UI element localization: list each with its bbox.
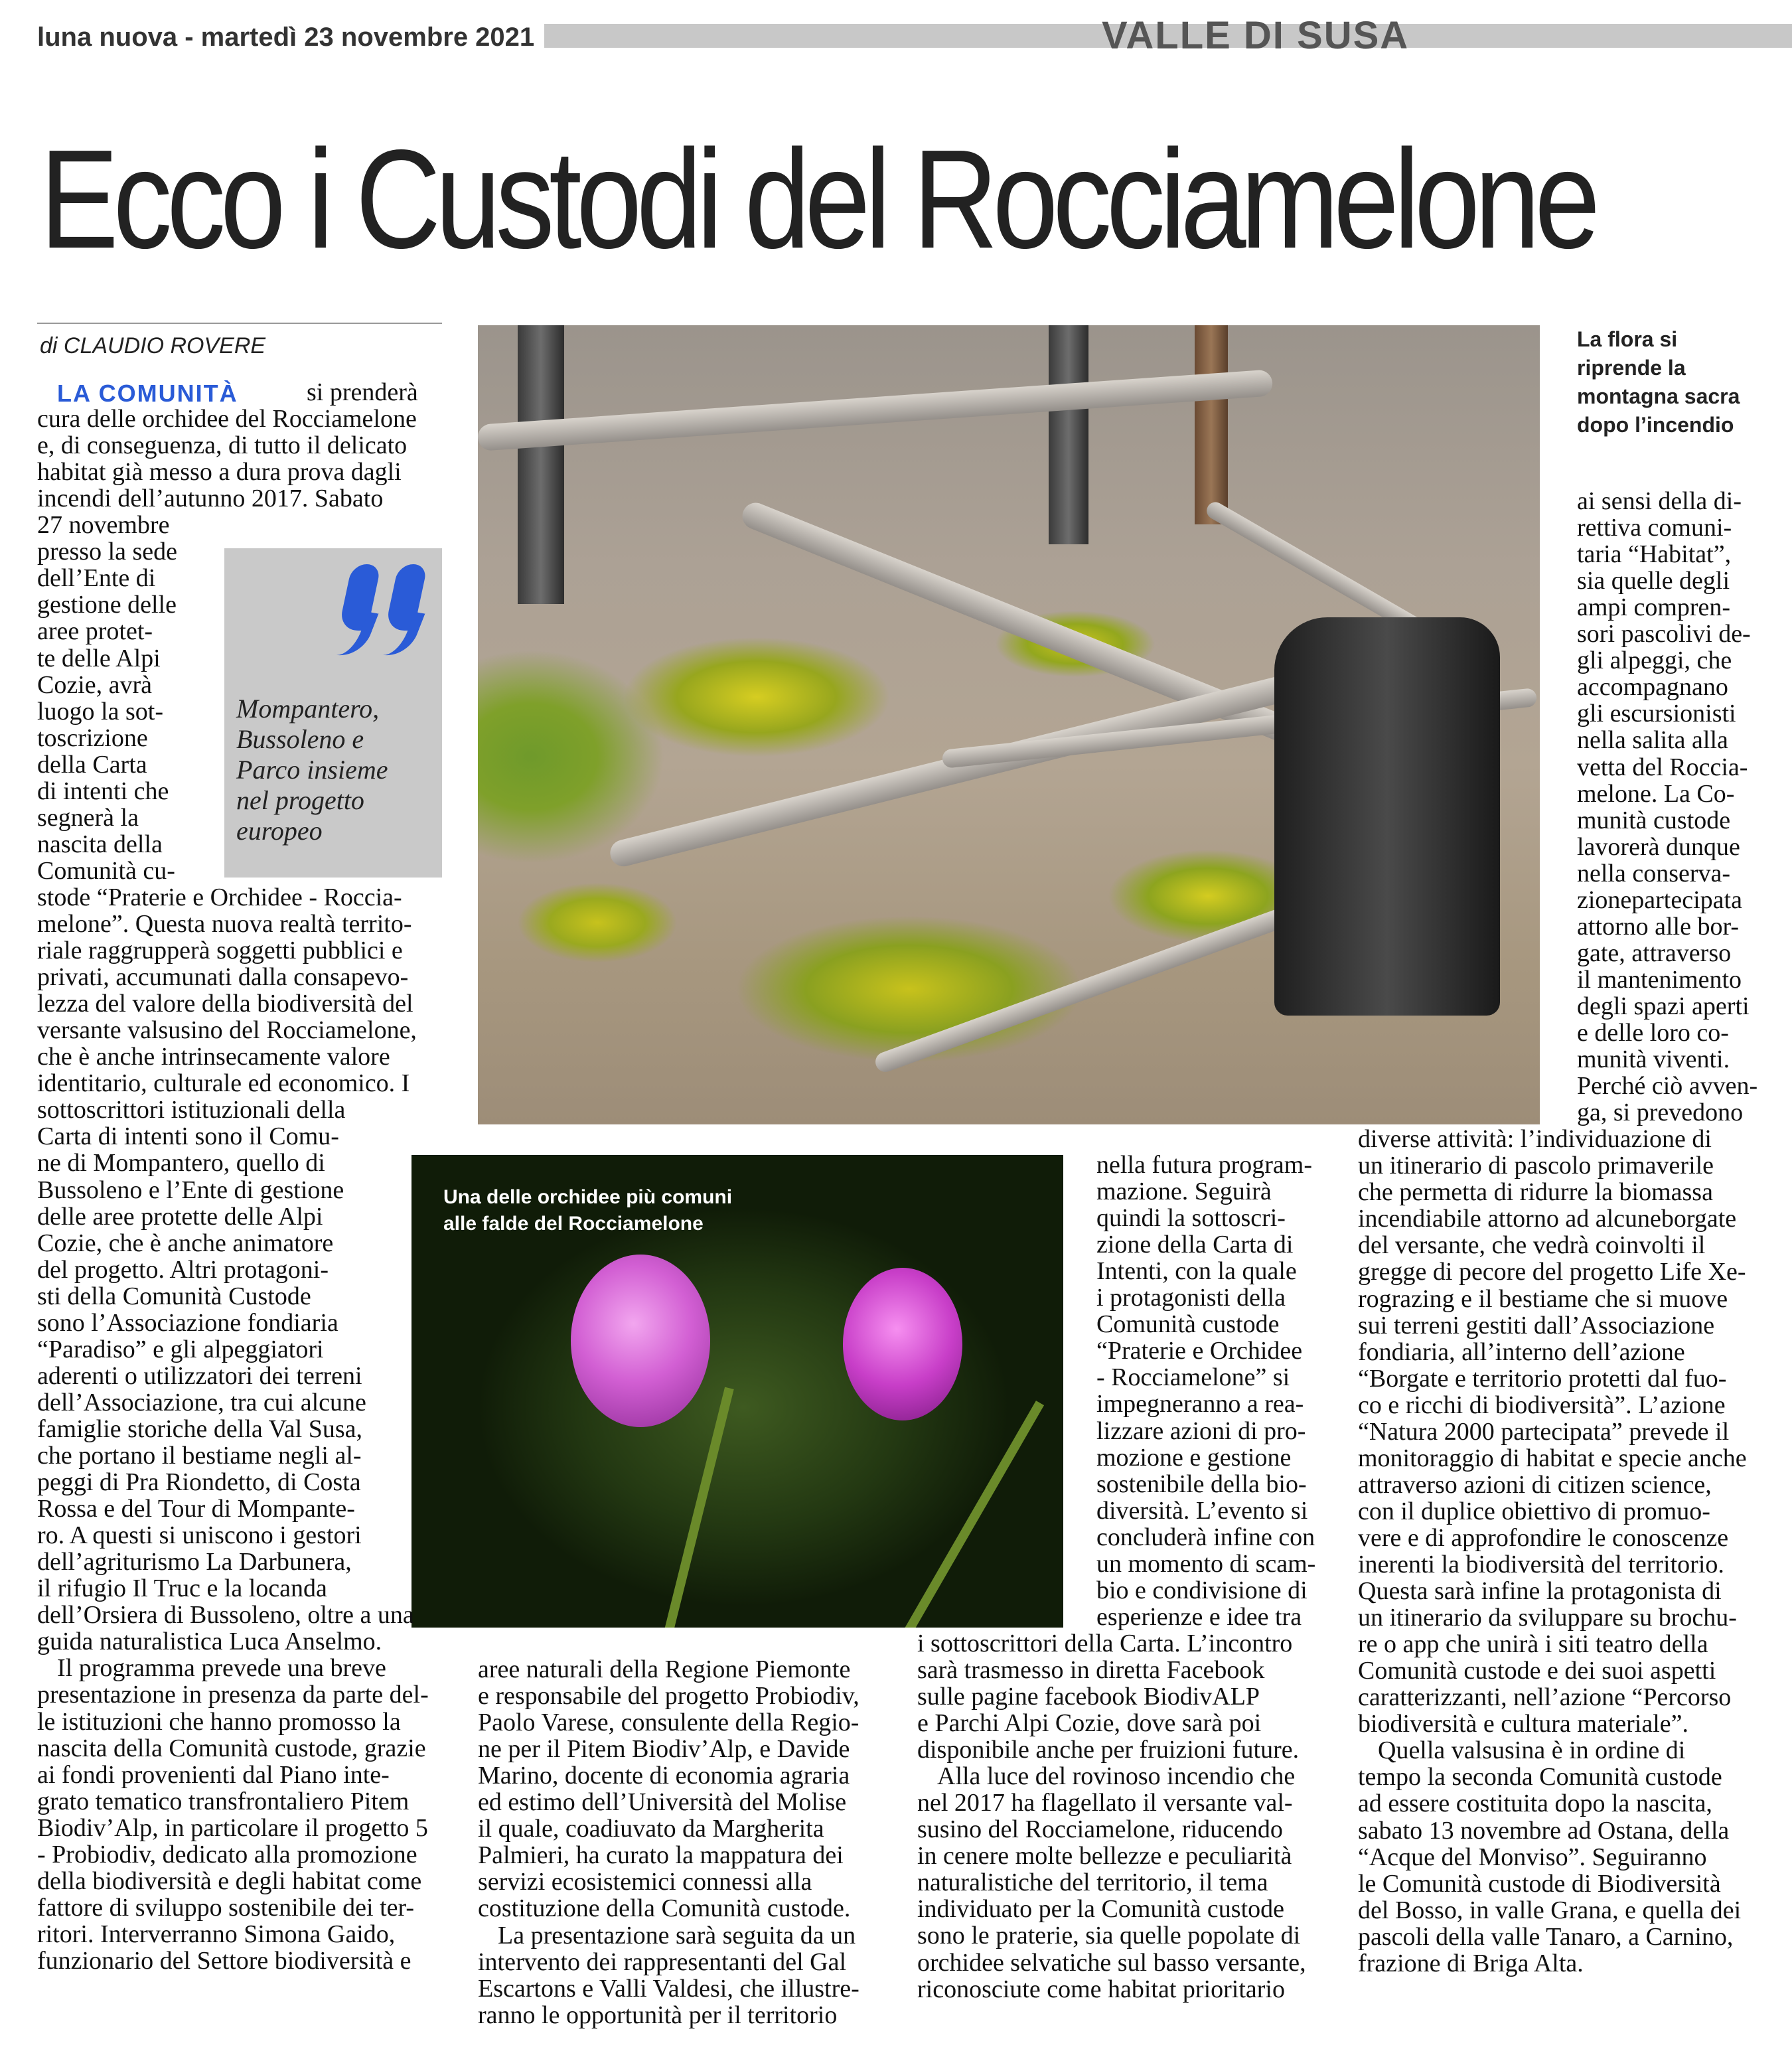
body-line: nascita della Comunità custode, grazie [37,1734,426,1762]
photo1-caption-line: La flora si [1577,327,1678,351]
body-line: lizzare azioni di pro- [1096,1417,1306,1445]
body-line: inerenti la biodiversità del territorio. [1358,1551,1724,1578]
body-line: dell’Associazione, tra cui alcune [37,1389,366,1416]
body-line: ranno le opportunità per il territorio [478,2001,838,2029]
body-line: accompagnano [1577,673,1728,701]
body-line: toscrizione [37,724,148,752]
body-line: intervento dei rappresentanti del Gal [478,1948,847,1976]
body-line: un momento di scam- [1096,1550,1316,1578]
body-line: con il duplice obiettivo di promuo- [1358,1497,1710,1525]
body-line: ne di Mompantero, quello di [37,1149,325,1177]
body-line: Comunità cu- [37,857,175,885]
body-line: sia quelle degli [1577,567,1730,595]
body-line: i sottoscrittori della Carta. L’incontro [917,1630,1293,1657]
body-line: melone. La Co- [1577,780,1735,808]
body-line: “Paradiso” e gli alpeggiatori [37,1336,324,1363]
pull-quote-line: Parco insieme [236,755,388,785]
body-line: funzionario del Settore biodiversità e [37,1947,411,1975]
body-line: un itinerario da sviluppare su brochu- [1358,1604,1737,1632]
body-line: tempo la seconda Comunità custode [1358,1763,1722,1791]
body-line: sabato 13 novembre ad Ostana, della [1358,1817,1730,1845]
body-line: Marino, docente di economia agraria [478,1762,850,1790]
body-line: degli spazi aperti [1577,992,1750,1020]
byline: di CLAUDIO ROVERE [40,333,266,358]
body-line: presentazione in presenza da parte del- [37,1681,429,1709]
body-line: La presentazione sarà seguita da un [498,1922,856,1949]
body-line: e responsabile del progetto Probiodiv, [478,1682,859,1710]
body-line: Questa sarà infine la protagonista di [1358,1577,1722,1605]
body-line: Quella valsusina è in ordine di [1378,1736,1686,1764]
body-line: presso la sede [37,538,178,566]
body-line: concluderà infine con [1096,1523,1315,1551]
body-line: il mantenimento [1577,966,1742,994]
headline: Ecco i Custodi del Rocciamelone [40,120,1595,277]
body-line: rettiva comuni- [1577,514,1732,542]
pull-quote-line: Bussoleno e [236,724,364,754]
body-line: Cozie, avrà [37,671,153,699]
photo1-caption-line: riprende la [1577,356,1686,380]
photo2-caption-line: alle falde del Rocciamelone [443,1213,704,1235]
quote-mark-icon [332,558,431,670]
body-line: versante valsusino del Rocciamelone, [37,1016,417,1044]
body-line: segnerà la [37,804,139,832]
body-line: fattore di sviluppo sostenibile dei ter- [37,1894,415,1922]
body-line: sti della Comunità Custode [37,1282,311,1310]
body-line: munità custode [1577,806,1731,834]
body-line: il rifugio Il Truc e la locanda [37,1574,327,1602]
body-line: riconosciute come habitat prioritario [917,1975,1285,2003]
body-line: attraverso azioni di citizen science, [1358,1471,1712,1499]
body-line: dell’agriturismo La Darbunera, [37,1548,352,1576]
photo1-caption-line: montagna sacra [1577,384,1740,408]
body-line: Paolo Varese, consulente della Regio- [478,1709,859,1736]
body-line: luogo la sot- [37,698,163,726]
burnt-forest-photo [478,325,1540,1124]
body-line: diversità. L’evento si [1096,1497,1308,1525]
body-line: diverse attività: l’individuazione di [1358,1125,1712,1153]
body-line: peggi di Pra Riondetto, di Costa [37,1468,361,1496]
body-line: dell’Orsiera di Bussoleno, oltre a una [37,1601,414,1629]
body-line: sottoscrittori istituzionali della [37,1096,346,1124]
body-line: identitario, culturale ed economico. I [37,1069,410,1097]
body-line: disponibile anche per fruizioni future. [917,1736,1300,1764]
body-line: sori pascolivi de- [1577,620,1751,648]
body-line: Comunità custode [1096,1310,1280,1338]
body-line: Il programma prevede una breve [57,1654,386,1682]
body-line: nella futura program- [1096,1151,1312,1179]
body-line: aree naturali della Regione Piemonte [478,1655,851,1683]
body-line: ritori. Interverranno Simona Gaido, [37,1920,396,1948]
body-line: Palmieri, ha curato la mappatura dei [478,1841,844,1869]
body-line: rograzing e il bestiame che si muove [1358,1285,1728,1313]
lead-label: LA COMUNITÀ [57,380,238,407]
body-line: Comunità custode e dei suoi aspetti [1358,1657,1716,1685]
body-line: “Natura 2000 partecipata” prevede il [1358,1418,1730,1446]
body-line: gregge di pecore del progetto Life Xe- [1358,1258,1746,1286]
body-line: ne per il Pitem Biodiv’Alp, e Davide [478,1735,850,1763]
body-line: “Praterie e Orchidee [1096,1337,1303,1365]
body-line: biodiversità e cultura materiale”. [1358,1710,1688,1738]
body-line: quindi la sottoscri- [1096,1204,1286,1232]
body-line: le istituzioni che hanno promosso la [37,1708,401,1736]
body-line: sarà trasmesso in diretta Facebook [917,1656,1265,1684]
body-line: bio e condivisione di [1096,1576,1307,1604]
body-line: ga, si prevedono [1577,1099,1744,1126]
body-line: ai sensi della di- [1577,487,1742,515]
body-line: delle aree protette delle Alpi [37,1203,323,1231]
body-line: susino del Rocciamelone, riducendo [917,1815,1283,1843]
header-date: luna nuova - martedì 23 novembre 2021 [37,23,535,52]
body-line: del progetto. Altri protagoni- [37,1256,329,1284]
body-line: - Rocciamelone” si [1096,1363,1290,1391]
body-line: gli alpeggi, che [1577,647,1732,674]
body-line: melone”. Questa nuova realtà territo- [37,910,412,938]
body-line: ro. A questi si uniscono i gestori [37,1521,362,1549]
body-line: del Bosso, in valle Grana, e quella dei [1358,1896,1742,1924]
body-line: co e ricchi di biodiversità”. L’azione [1358,1391,1726,1419]
body-line: sostenibile della bio- [1096,1470,1307,1498]
photo2-caption-line: Una delle orchidee più comuni [443,1186,733,1208]
body-line: Rossa e del Tour di Mompante- [37,1495,355,1523]
body-line: e, di conseguenza, di tutto il delicato [37,431,408,459]
body-line: Escartons e Valli Valdesi, che illustre- [478,1975,859,2003]
body-line: nel 2017 ha flagellato il versante val- [917,1789,1293,1817]
body-line: il quale, coadiuvato da Margherita [478,1815,824,1843]
body-line: costituzione della Comunità custode. [478,1894,851,1922]
body-line: grato tematico transfrontaliero Pitem [37,1788,410,1815]
pull-quote-line: europeo [236,816,323,846]
body-line: monitoraggio di habitat e specie anche [1358,1444,1747,1472]
body-line: che è anche intrinsecamente valore [37,1043,390,1071]
body-line: zionepartecipata [1577,886,1742,914]
body-line: “Acque del Monviso”. Seguiranno [1358,1843,1707,1871]
body-line: nella conserva- [1577,860,1731,887]
body-line: stode “Praterie e Orchidee - Roccia- [37,883,402,911]
body-line: ed estimo dell’Università del Molise [478,1788,847,1816]
photo1-caption-line: dopo l’incendio [1577,413,1734,437]
body-line: incendi dell’autunno 2017. Sabato [37,485,384,512]
body-line: sulle pagine facebook BiodivALP [917,1683,1260,1711]
body-line: sono le praterie, sia quelle popolate di [917,1922,1301,1949]
body-line: zione della Carta di [1096,1231,1294,1259]
body-line: caratterizzanti, nell’azione “Percorso [1358,1683,1732,1711]
body-line: attorno alle bor- [1577,913,1740,941]
body-line: gate, attraverso [1577,939,1732,967]
pull-quote-line: Mompantero, [236,694,380,724]
pull-quote-line: nel progetto [236,785,364,815]
body-line: taria “Habitat”, [1577,540,1732,568]
body-line: gestione delle [37,591,177,619]
body-line: naturalistiche del territorio, il tema [917,1869,1268,1896]
body-line: vetta del Roccia- [1577,753,1748,781]
body-line: Intenti, con la quale [1096,1257,1297,1285]
body-line: “Borgate e territorio protetti dal fuo- [1358,1365,1727,1393]
body-line: aderenti o utilizzatori dei terreni [37,1362,362,1390]
body-line: Bussoleno e l’Ente di gestione [37,1176,344,1204]
body-line: te delle Alpi [37,645,161,672]
body-line: aree protet- [37,617,153,645]
byline-rule [37,323,442,324]
body-line: che portano il bestiame negli al- [37,1442,362,1470]
body-line: fondiaria, all’interno dell’azione [1358,1338,1685,1366]
body-line: i protagonisti della [1096,1284,1286,1312]
body-line: di intenti che [37,777,169,805]
body-line: del versante, che vedrà coinvolti il [1358,1231,1706,1259]
body-line: ai fondi provenienti dal Piano inte- [37,1761,390,1789]
body-line: nella salita alla [1577,726,1728,754]
body-line: sui terreni gestiti dall’Associazione [1358,1312,1715,1339]
body-line: individuato per la Comunità custode [917,1895,1285,1923]
section-name: VALLE DI SUSA [1102,14,1410,57]
body-line: lezza del valore della biodiversità del [37,990,413,1018]
body-line: frazione di Briga Alta. [1358,1949,1584,1977]
body-line: incendiabile attorno ad alcuneborgate [1358,1205,1737,1233]
body-line: famiglie storiche della Val Susa, [37,1415,363,1443]
body-line: nascita della [37,830,163,858]
photo1-caption [1577,325,1740,439]
body-line: ampi compren- [1577,593,1731,621]
body-line: mozione e gestione [1096,1444,1292,1472]
body-line: della biodiversità e degli habitat come [37,1867,422,1895]
body-line: orchidee selvatiche sul basso versante, [917,1949,1306,1977]
body-line: che permetta di ridurre la biomassa [1358,1178,1713,1206]
body-line: della Carta [37,751,147,779]
body-line: habitat già messo a dura prova dagli [37,458,402,486]
body-line: gli escursionisti [1577,700,1736,727]
body-line: privati, accumunati dalla consapevo- [37,963,409,991]
body-line: in cenere molte bellezze e peculiarità [917,1842,1292,1870]
body-line: munità viventi. [1577,1045,1730,1073]
body-line: sono l’Associazione fondiaria [37,1309,338,1337]
body-line: 27 novembre [37,511,170,539]
body-line: esperienze e idee tra [1096,1603,1302,1631]
body-line: Alla luce del rovinoso incendio che [937,1762,1296,1790]
body-line: le Comunità custode di Biodiversità [1358,1870,1721,1898]
body-line: e delle loro co- [1577,1019,1729,1047]
body-line: e Parchi Alpi Cozie, dove sarà poi [917,1709,1262,1737]
body-line: servizi ecosistemici connessi alla [478,1868,812,1896]
body-line: guida naturalistica Luca Anselmo. [37,1628,382,1655]
photo2-caption [443,1184,732,1237]
body-line: si prenderà [307,378,418,406]
body-line: Perché ciò avven- [1577,1072,1758,1100]
body-line: Carta di intenti sono il Comu- [37,1122,339,1150]
body-line: un itinerario di pascolo primaverile [1358,1152,1714,1180]
body-line: vere e di approfondire le conoscenze [1358,1524,1729,1552]
body-line: Cozie, che è anche animatore [37,1229,334,1257]
body-line: - Probiodiv, dedicato alla promozione [37,1841,417,1869]
body-line: impegneranno a rea- [1096,1390,1304,1418]
body-line: Biodiv’Alp, in particolare il progetto 5 [37,1814,428,1842]
body-line: cura delle orchidee del Rocciamelone [37,405,417,433]
body-line: ad essere costituita dopo la nascita, [1358,1790,1712,1817]
body-line: riale raggrupperà soggetti pubblici e [37,937,403,964]
body-line: lavorerà dunque [1577,833,1740,861]
body-line: mazione. Seguirà [1096,1178,1272,1205]
body-line: pascoli della valle Tanaro, a Carnino, [1358,1923,1734,1951]
body-line: dell’Ente di [37,564,156,592]
body-line: re o app che unirà i siti teatro della [1358,1630,1708,1658]
